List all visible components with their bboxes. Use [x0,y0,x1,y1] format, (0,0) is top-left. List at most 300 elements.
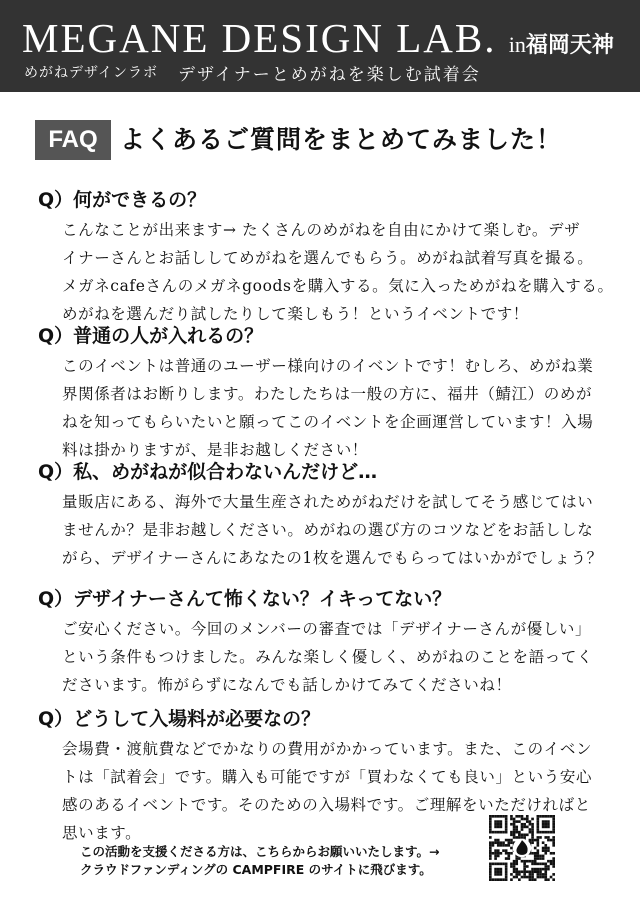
qr-module [531,826,534,829]
qr-module [513,818,516,821]
qr-module [544,826,547,829]
qr-module [542,857,545,860]
qr-module [500,870,503,873]
qr-module [521,870,524,873]
qr-module [489,855,492,858]
qr-module [494,826,497,829]
qr-module [510,878,513,881]
qr-module [515,876,518,879]
brand-title [22,14,614,62]
qr-module [539,855,542,858]
qr-module [544,870,547,873]
qr-module [510,873,513,876]
qr-module [518,836,521,839]
qr-module [544,876,547,879]
qr-module [515,831,518,834]
qr-module [526,820,529,823]
qr-module [500,823,503,826]
subtitle-left: めがねデザインラボ [24,65,159,81]
qr-module [537,828,540,831]
qr-module [531,839,534,842]
qr-module [529,860,532,863]
qr-module [534,870,537,873]
qr-module [544,847,547,850]
qr-module [497,873,500,876]
qr-module [521,833,524,836]
qr-module [539,873,542,876]
qr-module [544,873,547,876]
qr-module [518,873,521,876]
qr-module [550,863,553,866]
answer-line: ご安心ください。今回のメンバーの審査では「デザイナーさんが優しい」 [62,620,592,638]
qr-module [537,849,540,852]
faq-item [38,188,618,328]
qr-module [494,849,497,852]
qr-module [489,823,492,826]
qr-module [489,847,492,850]
qr-module [513,826,516,829]
qr-module [507,841,510,844]
qr-module [552,841,555,844]
support-line: この活動を支援くださる方は、こちらからお願いいたします。→ [80,844,440,859]
qr-module [552,820,555,823]
qr-module [529,870,532,873]
qr-module [500,878,503,881]
qr-module [518,878,521,881]
answer-line: 界関係者はお断りします。わたしたちは一般の方に、福井（鯖江）のめが [62,385,593,403]
qr-module [518,820,521,823]
qr-module [542,868,545,871]
qr-module [552,815,555,818]
qr-module [531,873,534,876]
qr-module [505,823,508,826]
answer [62,488,618,572]
qr-module [542,863,545,866]
qr-module [531,870,534,873]
qr-module [500,820,503,823]
qr-module [513,836,516,839]
qr-module [552,863,555,866]
qr-module [492,815,495,818]
qr-module [531,823,534,826]
qr-module [547,860,550,863]
question: Q）何ができるの？ [38,189,207,211]
qr-module [492,844,495,847]
qr-module [537,841,540,844]
qr-module [523,870,526,873]
qr-module [534,878,537,881]
header-banner [0,0,640,92]
qr-module [502,844,505,847]
qr-module [489,831,492,834]
qr-module [521,815,524,818]
qr-module [542,826,545,829]
answer-line: 会場費・渡航費などでかなりの費用がかかっています。また、このイベン [62,740,593,758]
qr-module [550,852,553,855]
qr-module [510,823,513,826]
qr-module [547,849,550,852]
qr-module [489,852,492,855]
qr-module [552,826,555,829]
qr-module [542,820,545,823]
qr-module [537,870,540,873]
qr-module [552,844,555,847]
qr-module [534,860,537,863]
qr-module [547,815,550,818]
qr-module [513,860,516,863]
qr-module [537,815,540,818]
qr-module [494,820,497,823]
answer-line: めがねを選んだり試したりして楽しもう！というイベントです！ [62,305,529,323]
qr-module [492,863,495,866]
qr-module [489,857,492,860]
qr-module [526,870,529,873]
qr-module [547,823,550,826]
qr-module [510,852,513,855]
qr-module [492,878,495,881]
qr-module [489,828,492,831]
qr-module [513,831,516,834]
qr-module [547,868,550,871]
qr-module [550,839,553,842]
qr-module [510,818,513,821]
qr-module [521,823,524,826]
qr-module [518,833,521,836]
qr-module [515,828,518,831]
answer-line: がら、デザイナーさんにあなたの1枚を選んでもらってはいかがでしょう？ [62,549,603,567]
qr-module [542,847,545,850]
qr-module [489,841,492,844]
qr-module [531,841,534,844]
qr-module [515,836,518,839]
qr-module [489,844,492,847]
qr-module [505,868,508,871]
qr-module [489,865,492,868]
qr-module [500,831,503,834]
qr-module [537,836,540,839]
qr-module [502,863,505,866]
qr-module [497,841,500,844]
answer-line: という条件もつけました。みんな楽しく優しく、めがねのことを語ってく [62,648,593,666]
qr-module [515,815,518,818]
qr-module [544,878,547,881]
qr-module [552,865,555,868]
answer-line: ださいます。怖がらずになんでも話しかけてみてくださいね！ [62,676,512,694]
qr-module [552,852,555,855]
qr-module [531,828,534,831]
qr-module [523,833,526,836]
qr-module [531,818,534,821]
qr-module [521,826,524,829]
qr-module [507,852,510,855]
qr-module [497,870,500,873]
qr-module [505,863,508,866]
qr-module [544,831,547,834]
qr-module [513,868,516,871]
qr-module [489,818,492,821]
qr-module [515,826,518,829]
qr-module [489,820,492,823]
qr-module [552,823,555,826]
answer-line: このイベントは普通のユーザー様向けのイベントです！むしろ、めがね業 [62,357,594,375]
qr-module [523,868,526,871]
qr-module [494,868,497,871]
qr-module [505,826,508,829]
qr-module [537,873,540,876]
qr-module [547,826,550,829]
qr-module [497,823,500,826]
answer-line: トは「試着会」です。購入も可能ですが「買わなくても良い」という安心 [62,768,593,786]
qr-module [542,831,545,834]
qr-module [523,865,526,868]
qr-module [500,863,503,866]
qr-module [513,820,516,823]
qr-module [505,818,508,821]
qr-module [497,839,500,842]
qr-module [552,828,555,831]
qr-module [552,857,555,860]
qr-module [531,831,534,834]
qr-module [510,847,513,850]
qr-module [537,839,540,842]
support-line: クラウドファンディングの CAMPFIRE のサイトに飛びます。 [80,862,432,877]
campfire-qr-code[interactable] [489,815,555,881]
qr-module [552,878,555,881]
brand-in: in [508,32,526,57]
qr-module [547,836,550,839]
qr-module [507,839,510,842]
qr-module [544,844,547,847]
qr-module [539,876,542,879]
qr-module [537,818,540,821]
qr-module [494,815,497,818]
qr-module [502,878,505,881]
qr-module [534,847,537,850]
qr-module [497,855,500,858]
qr-module [526,865,529,868]
qr-module [531,876,534,879]
qr-module [500,826,503,829]
qr-module [510,841,513,844]
question: Q）普通の人が入れるの？ [38,325,264,347]
qr-module [552,818,555,821]
qr-module [552,839,555,842]
qr-module [505,873,508,876]
qr-module [542,823,545,826]
qr-module [513,865,516,868]
qr-module [544,823,547,826]
qr-module [523,826,526,829]
answer [62,216,618,328]
qr-module [497,831,500,834]
qr-module [521,860,524,863]
qr-module [494,857,497,860]
qr-module [539,836,542,839]
answer-line: 思います。 [62,824,142,842]
faq-badge: FAQ [35,120,111,160]
qr-module [529,839,532,842]
qr-module [505,815,508,818]
qr-module [537,844,540,847]
qr-module [529,878,532,881]
qr-module [513,876,516,879]
qr-module [537,831,540,834]
qr-module [489,863,492,866]
qr-module [550,815,553,818]
qr-module [537,857,540,860]
qr-module [497,878,500,881]
qr-module [497,852,500,855]
qr-module [542,873,545,876]
qr-module [515,860,518,863]
qr-module [547,820,550,823]
support-message [80,843,439,879]
qr-module [505,820,508,823]
qr-module [502,831,505,834]
qr-module [526,818,529,821]
question: Q）私、めがねが似合わないんだけど… [38,461,378,483]
qr-module [505,878,508,881]
qr-module [529,828,532,831]
qr-module [515,868,518,871]
qr-module [537,826,540,829]
qr-module [518,815,521,818]
qr-module [500,844,503,847]
qr-module [497,826,500,829]
qr-module [537,823,540,826]
qr-module [534,839,537,842]
qr-module [529,831,532,834]
subtitle-right: デザイナーとめがねを楽しむ試着会 [178,65,481,85]
qr-module [494,863,497,866]
qr-module [515,863,518,866]
question: Q）どうして入場料が必要なの？ [38,708,321,730]
faq-item [38,324,618,464]
brand-location: 福岡天神 [525,32,614,57]
qr-module [531,852,534,855]
qr-module [534,863,537,866]
qr-module [531,868,534,871]
faq-title: よくあるご質問をまとめてみました！ [120,125,563,154]
qr-module [500,852,503,855]
qr-module [489,878,492,881]
qr-module [497,849,500,852]
qr-module [544,868,547,871]
qr-module [534,855,537,858]
qr-module [513,870,516,873]
qr-module [515,857,518,860]
qr-module [500,873,503,876]
qr-module [492,852,495,855]
qr-module [547,831,550,834]
qr-module [489,868,492,871]
qr-module [510,863,513,866]
qr-module [544,852,547,855]
qr-module [510,865,513,868]
qr-module [494,873,497,876]
qr-module [505,828,508,831]
qr-module [521,836,524,839]
answer-line: ねを知ってもらいたいと願ってこのイベントを企画運営しています！入場 [62,413,594,431]
answer [62,615,618,699]
question: Q）デザイナーさんて怖くない？イキってない？ [38,588,452,610]
qr-module [539,863,542,866]
qr-module [518,831,521,834]
qr-module [529,873,532,876]
qr-module [526,833,529,836]
qr-module [507,857,510,860]
qr-module [497,844,500,847]
qr-module [521,876,524,879]
qr-module [544,863,547,866]
qr-module [531,878,534,881]
qr-module [497,868,500,871]
qr-module [505,865,508,868]
qr-module [552,836,555,839]
faq-item [38,460,618,572]
qr-module [523,823,526,826]
qr-module [521,818,524,821]
qr-module [537,820,540,823]
qr-module [492,841,495,844]
qr-module [489,826,492,829]
qr-module [518,870,521,873]
qr-module [544,836,547,839]
qr-module [542,849,545,852]
qr-module [494,839,497,842]
qr-module [537,863,540,866]
qr-module [542,841,545,844]
qr-module [494,870,497,873]
qr-module [494,855,497,858]
qr-module [515,873,518,876]
qr-module [494,841,497,844]
qr-module [492,831,495,834]
qr-module [523,860,526,863]
qr-module [513,833,516,836]
qr-module [500,841,503,844]
qr-module [489,836,492,839]
qr-module [537,855,540,858]
qr-module [497,815,500,818]
qr-module [507,844,510,847]
qr-module [537,868,540,871]
qr-module [518,857,521,860]
qr-module [505,849,508,852]
qr-module [513,863,516,866]
qr-module [552,860,555,863]
qr-module [531,860,534,863]
qr-module [497,820,500,823]
qr-module [534,857,537,860]
qr-module [539,857,542,860]
answer-line: 感のあるイベントです。そのための入場料です。ご理解をいただければと [62,796,591,814]
qr-module [534,852,537,855]
answer-line: 料は掛かりますが、是非お越しください！ [62,441,368,459]
qr-module [539,815,542,818]
qr-module [500,815,503,818]
qr-module [521,828,524,831]
qr-module [547,839,550,842]
answer-line: こんなことが出来ます→ たくさんのめがねを自由にかけて楽しむ。デザ [62,221,581,239]
qr-module [544,849,547,852]
qr-module [489,876,492,879]
qr-module [523,863,526,866]
qr-module [523,876,526,879]
qr-module [515,870,518,873]
qr-module [547,878,550,881]
qr-module [552,831,555,834]
